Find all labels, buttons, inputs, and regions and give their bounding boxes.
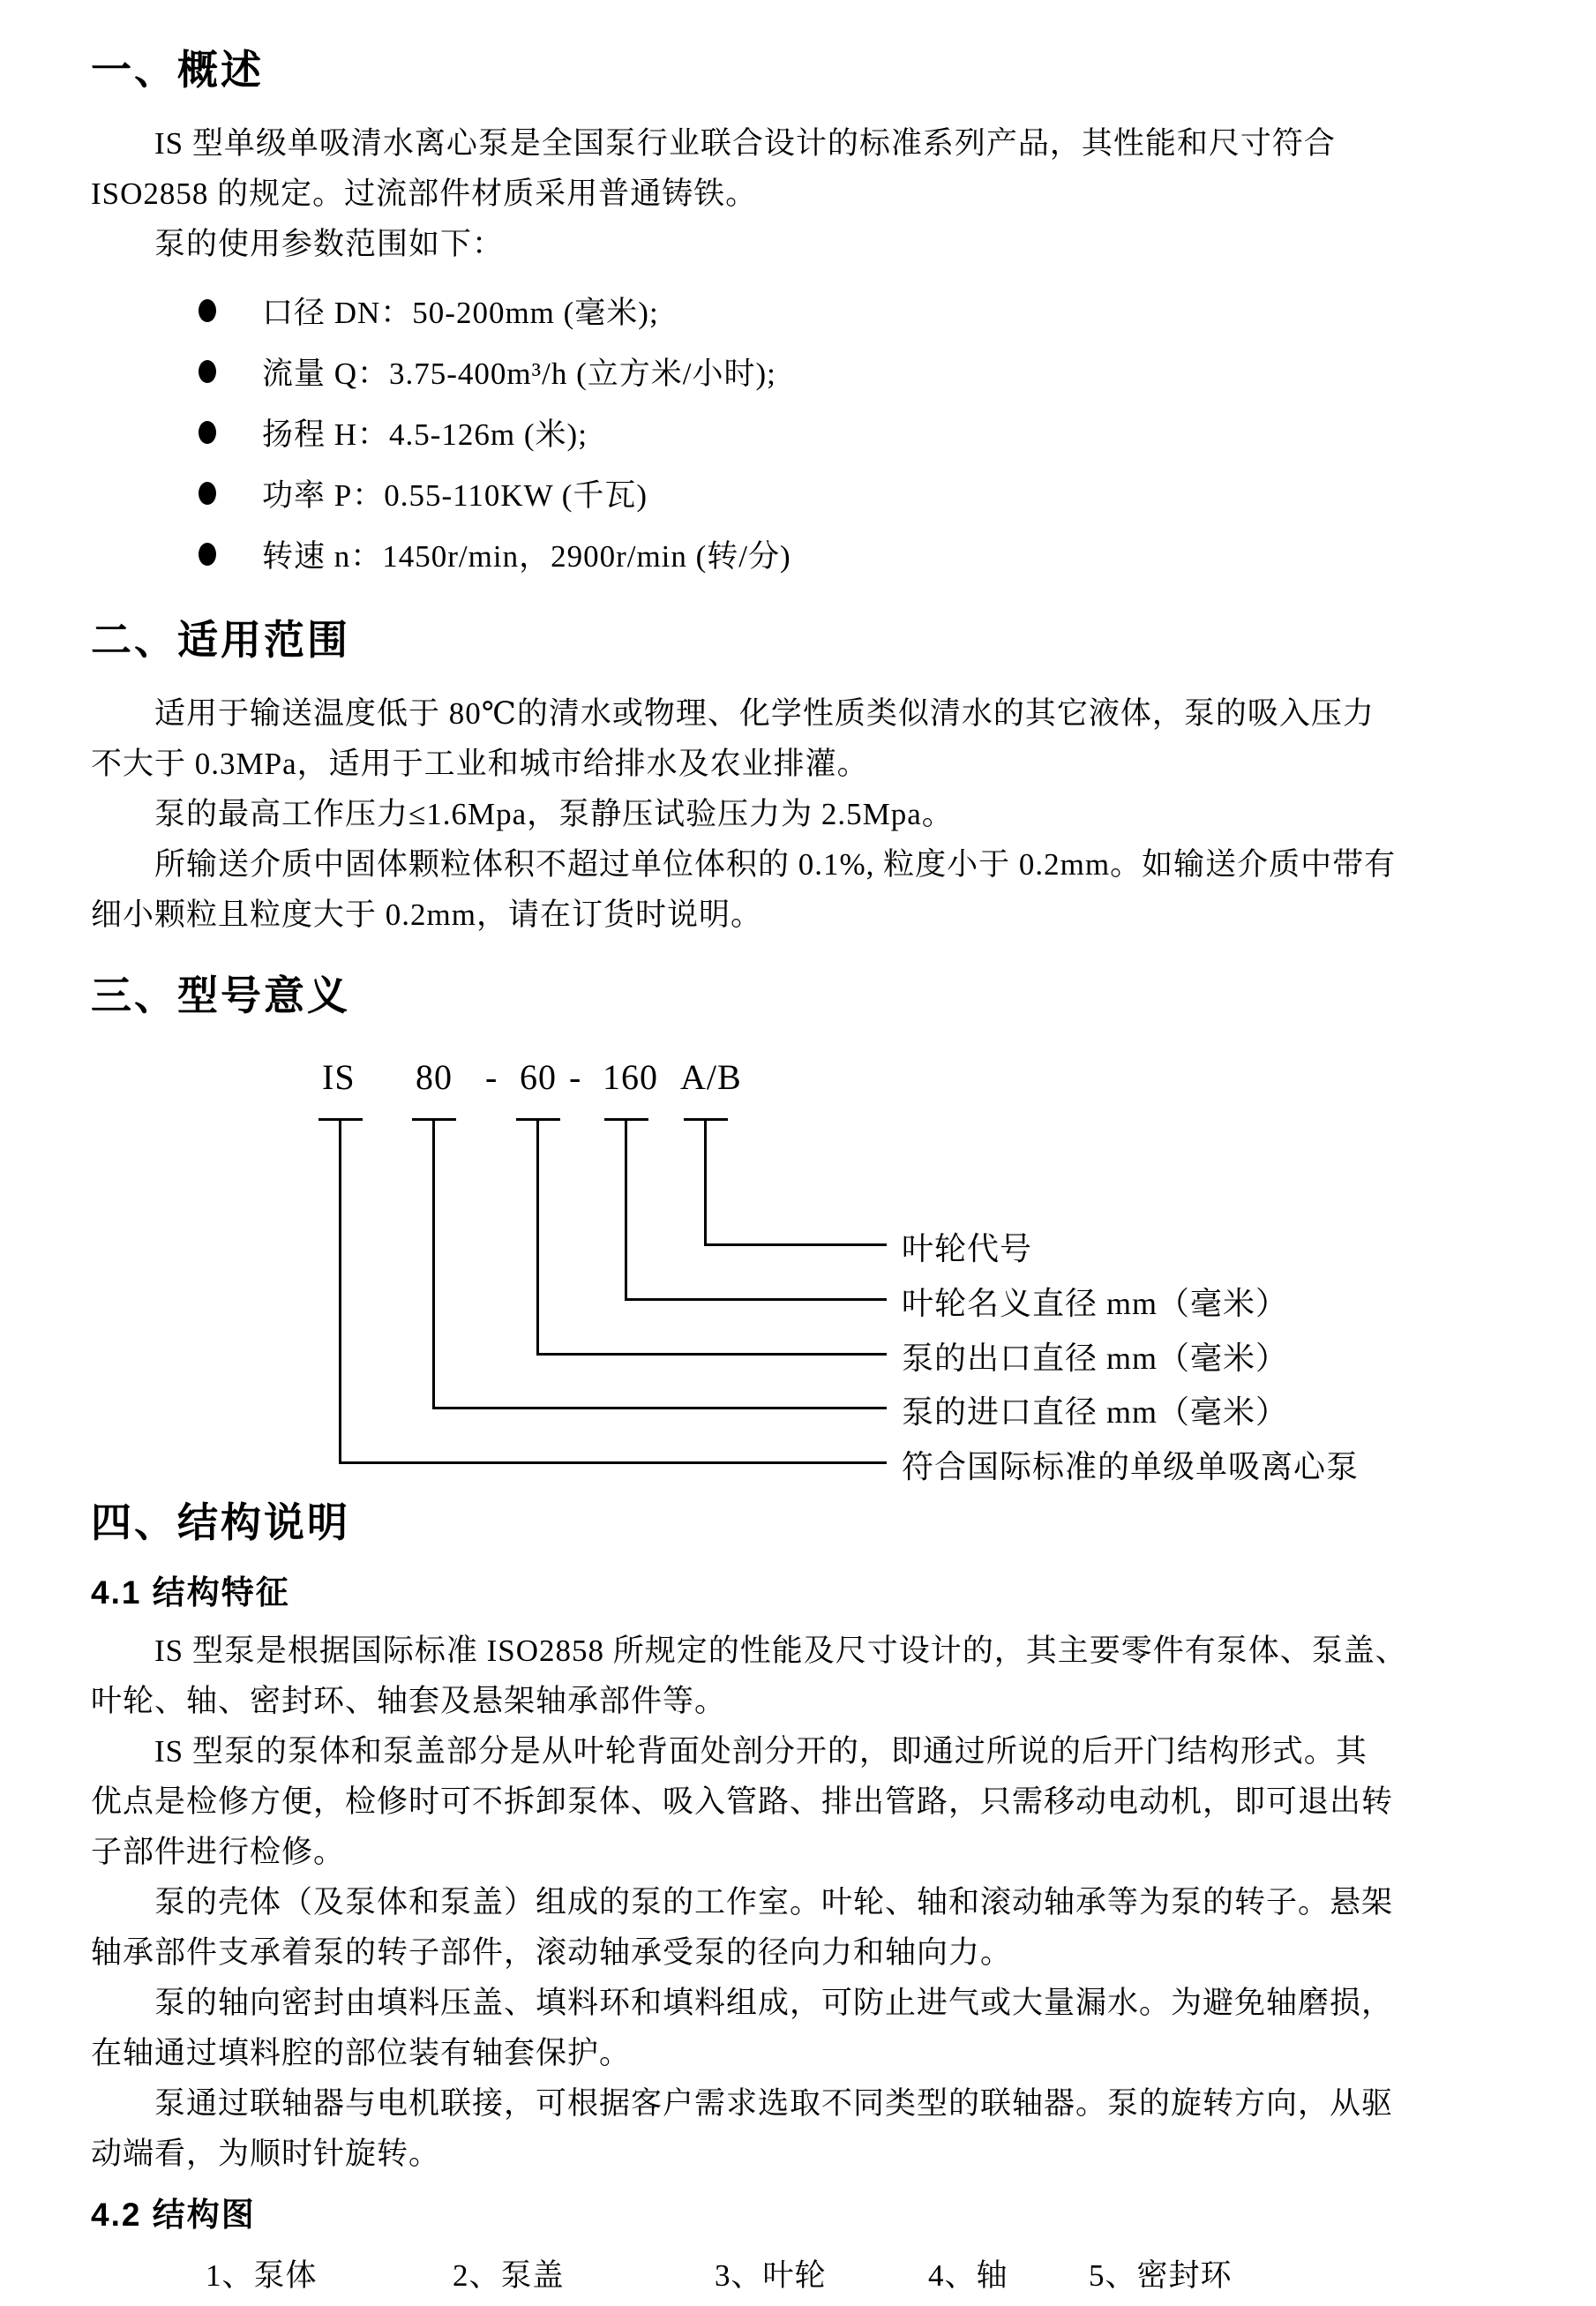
model-part-dash: - xyxy=(485,1057,498,1097)
model-part-impeller-diameter: 160 xyxy=(603,1057,658,1097)
paragraph-line: 子部件进行检修。 xyxy=(91,1835,346,1869)
connector-line xyxy=(536,1120,539,1356)
connector-line xyxy=(704,1243,887,1246)
connector-line xyxy=(432,1120,435,1409)
section-1-paragraphs xyxy=(91,118,1512,269)
section-4-paragraphs xyxy=(91,1626,1512,2179)
bullet-item xyxy=(91,280,1512,341)
subsection-4-2-heading: 4.2 结构图 xyxy=(91,2197,256,2233)
connector-line xyxy=(704,1120,707,1246)
paragraph-line: 动端看，为顺时针旋转。 xyxy=(91,2137,441,2171)
legend-item: 4、轴 xyxy=(928,2258,1008,2293)
bullet-dot-icon xyxy=(199,299,216,322)
legend-item: 1、泵体 xyxy=(206,2258,318,2293)
model-meaning-diagram xyxy=(91,1044,1512,1490)
section-1-heading: 一、概述 xyxy=(91,47,264,93)
paragraph-line: 泵的壳体（及泵体和泵盖）组成的泵的工作室。叶轮、轴和滚动轴承等为泵的转子。悬架 xyxy=(154,1885,1394,1919)
connector-line xyxy=(339,1461,887,1464)
structure-parts-legend xyxy=(91,2251,1512,2306)
model-part-inlet: 80 xyxy=(416,1057,453,1097)
legend-item: 3、叶轮 xyxy=(715,2258,827,2293)
bullet-text: 转速 n：1450r/min，2900r/min (转/分) xyxy=(262,538,791,574)
model-part-dash: - xyxy=(569,1057,582,1097)
connector-line xyxy=(339,1120,341,1464)
bullet-dot-icon xyxy=(199,482,216,505)
legend-item: 5、密封环 xyxy=(1089,2258,1233,2293)
section-4-heading: 四、结构说明 xyxy=(91,1499,350,1545)
bullet-dot-icon xyxy=(199,543,216,566)
paragraph-line: 优点是检修方便，检修时可不拆卸泵体、吸入管路、排出管路，只需移动电动机，即可退出转 xyxy=(91,1784,1394,1819)
model-label-series: 符合国际标准的单级单吸离心泵 xyxy=(902,1449,1360,1484)
section-2-paragraphs xyxy=(91,688,1512,940)
connector-line xyxy=(625,1298,887,1301)
paragraph-line: 不大于 0.3MPa，适用于工业和城市给排水及农业排灌。 xyxy=(91,747,869,781)
paragraph-line: IS 型单级单吸清水离心泵是全国泵行业联合设计的标准系列产品，其性能和尺寸符合 xyxy=(154,126,1336,161)
model-label-impeller-diameter: 叶轮名义直径 mm（毫米） xyxy=(902,1286,1289,1321)
section-3-heading: 三、型号意义 xyxy=(91,973,350,1018)
paragraph-line: 在轴通过填料腔的部位装有轴套保护。 xyxy=(91,2036,632,2070)
bullet-text: 扬程 H：4.5-126m (米); xyxy=(262,417,588,452)
bullet-dot-icon xyxy=(199,421,216,444)
paragraph-line: ISO2858 的规定。过流部件材质采用普通铸铁。 xyxy=(91,177,758,211)
bullet-item xyxy=(91,402,1512,462)
paragraph-line: 适用于输送温度低于 80℃的清水或物理、化学性质类似清水的其它液体，泵的吸入压力 xyxy=(154,696,1375,731)
paragraph-line: 叶轮、轴、密封环、轴套及悬架轴承部件等。 xyxy=(91,1684,727,1718)
legend-item: 2、泵盖 xyxy=(453,2258,565,2293)
paragraph-line: 轴承部件支承着泵的转子部件，滚动轴承受泵的径向力和轴向力。 xyxy=(91,1935,1013,1970)
parameter-bullet-list xyxy=(91,280,1512,584)
bullet-text: 流量 Q：3.75-400m³/h (立方米/小时); xyxy=(262,356,776,391)
bullet-item xyxy=(91,462,1512,523)
connector-line xyxy=(536,1353,887,1356)
bullet-dot-icon xyxy=(199,360,216,383)
bullet-text: 口径 DN：50-200mm (毫米); xyxy=(262,295,659,330)
bullet-item xyxy=(91,523,1512,584)
paragraph-line: IS 型泵是根据国际标准 ISO2858 所规定的性能及尺寸设计的，其主要零件有泵体、泵盖、 xyxy=(154,1634,1407,1668)
model-label-outlet-diameter: 泵的出口直径 mm（毫米） xyxy=(902,1341,1289,1376)
paragraph-line: 所输送介质中固体颗粒体积不超过单位体积的 0.1%, 粒度小于 0.2mm。如输送介质中带有 xyxy=(154,847,1397,882)
connector-line xyxy=(432,1407,887,1409)
paragraph-line: 泵通过联轴器与电机联接，可根据客户需求选取不同类型的联轴器。泵的旋转方向，从驱 xyxy=(154,2086,1394,2121)
paragraph-line: IS 型泵的泵体和泵盖部分是从叶轮背面处剖分开的，即通过所说的后开门结构形式。其 xyxy=(154,1734,1367,1769)
model-part-outlet: 60 xyxy=(520,1057,557,1097)
paragraph-line: 泵的最高工作压力≤1.6Mpa，泵静压试验压力为 2.5Mpa。 xyxy=(154,797,954,831)
paragraph-line: 泵的使用参数范围如下： xyxy=(154,227,505,261)
bullet-text: 功率 P：0.55-110KW (千瓦) xyxy=(262,477,648,513)
model-part-series: IS xyxy=(322,1057,356,1097)
subsection-4-1-heading: 4.1 结构特征 xyxy=(91,1574,290,1611)
model-label-impeller-code: 叶轮代号 xyxy=(902,1231,1033,1266)
bullet-item xyxy=(91,341,1512,402)
connector-line xyxy=(625,1120,627,1301)
section-2-heading: 二、适用范围 xyxy=(91,617,350,663)
paragraph-line: 泵的轴向密封由填料压盖、填料环和填料组成，可防止进气或大量漏水。为避免轴磨损， xyxy=(154,1986,1394,2020)
paragraph-line: 细小颗粒且粒度大于 0.2mm，请在订货时说明。 xyxy=(91,898,762,932)
model-label-inlet-diameter: 泵的进口直径 mm（毫米） xyxy=(902,1394,1289,1430)
model-part-impeller-code: A/B xyxy=(680,1057,742,1097)
